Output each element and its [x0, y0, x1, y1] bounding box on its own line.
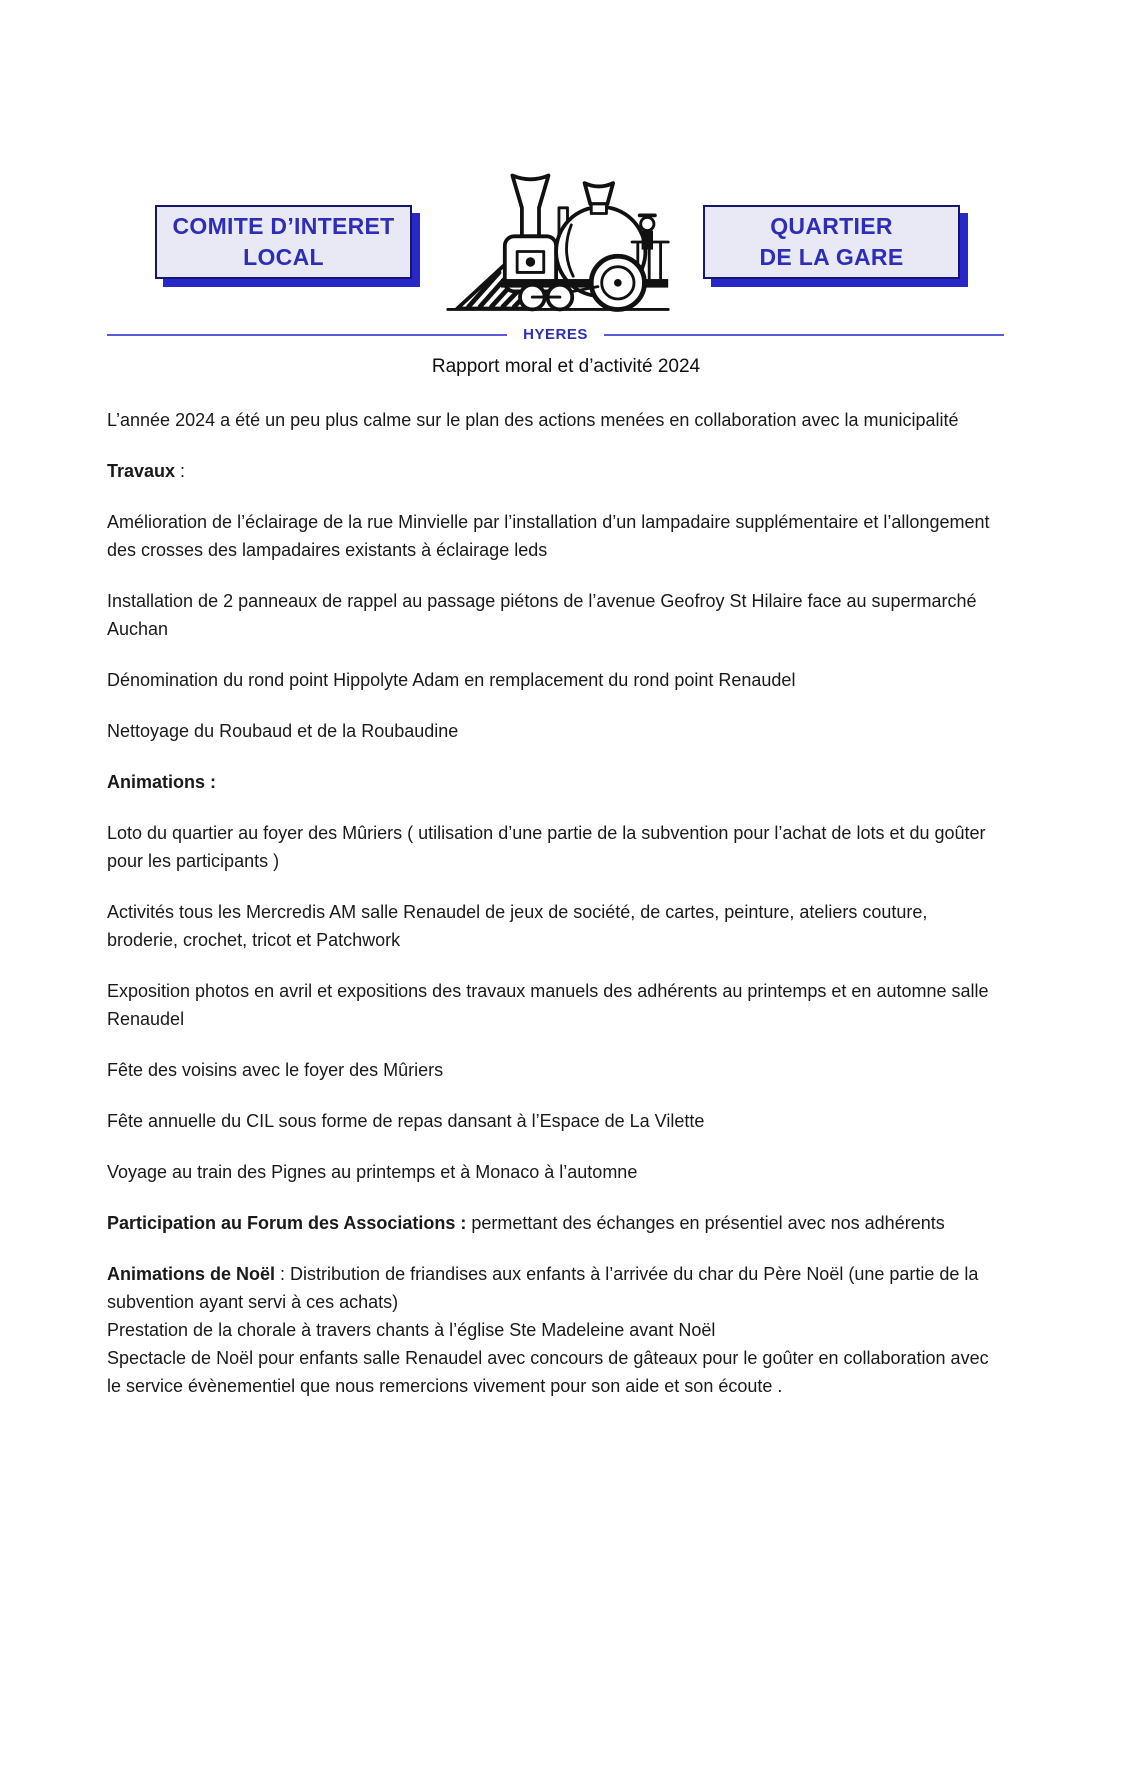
city-label: HYERES [523, 326, 588, 343]
paragraph-text: Activités tous les Mercredis AM salle Renaudel de jeux de société, de cartes, peinture, ateliers couture, broderie, crochet, tricot et Patchwork [107, 902, 928, 950]
paragraph-text: Fête des voisins avec le foyer des Mûriers [107, 1060, 444, 1080]
paragraph [107, 977, 999, 1033]
paragraph-text: Nettoyage du Roubaud et de la Roubaudine [107, 721, 459, 741]
paragraph-text: Spectacle de Noël pour enfants salle Renaudel avec concours de gâteaux pour le goûter en collaboration avec le service évènementiel que nous remercions vivement pour son aide et son écoute . [107, 1348, 989, 1396]
header [155, 168, 960, 316]
quartier-box-line1: QUARTIER [770, 213, 893, 239]
paragraph [107, 457, 999, 485]
divider-line-left [107, 334, 507, 336]
paragraph [107, 768, 999, 796]
paragraph-text: : [175, 461, 186, 481]
paragraph-text: permettant des échanges en présentiel avec nos adhérents [466, 1213, 945, 1233]
paragraph-text: L’année 2024 a été un peu plus calme sur le plan des actions menées en collaboration avec la municipalité [107, 410, 959, 430]
paragraph-bold-text: Animations de Noël [107, 1264, 276, 1284]
paragraph [107, 406, 999, 434]
document-body [107, 406, 999, 1400]
paragraph-text: Exposition photos en avril et expositions des travaux manuels des adhérents au printemps et en automne salle Renaudel [107, 981, 989, 1029]
paragraph-text: Amélioration de l’éclairage de la rue Minvielle par l’installation d’un lampadaire supplémentaire et l’allongement des crosses des lampadaires existants à éclairage leds [107, 512, 990, 560]
paragraph-bold-text: Travaux [107, 461, 176, 481]
comite-box-line2: LOCAL [243, 244, 324, 270]
paragraph-text: : Distribution de friandises aux enfants à l’arrivée du char du Père Noël (une partie de la subvention ayant servi à ces achats) [107, 1264, 979, 1312]
paragraph-text: Voyage au train des Pignes au printemps et à Monaco à l’automne [107, 1162, 638, 1182]
paragraph [107, 898, 999, 954]
paragraph [107, 1209, 999, 1237]
quartier-box-line2: DE LA GARE [759, 244, 904, 270]
page-title: Rapport moral et d’activité 2024 [431, 356, 701, 377]
paragraph-text: Prestation de la chorale à travers chants à l’église Ste Madeleine avant Noël [107, 1320, 716, 1340]
quartier-box [703, 205, 960, 279]
paragraph-text: Installation de 2 panneaux de rappel au passage piétons de l’avenue Geofroy St Hilaire face au supermarché Auchan [107, 591, 977, 639]
document-page [0, 168, 1132, 1768]
paragraph [107, 819, 999, 875]
comite-box [155, 205, 412, 279]
paragraph [107, 717, 999, 745]
paragraph-bold-text: Participation au Forum des Associations : [107, 1213, 467, 1233]
paragraph-bold-text: Animations : [107, 772, 217, 792]
comite-box-line1: COMITE D’INTERET [172, 213, 395, 239]
paragraph [107, 1107, 999, 1135]
paragraph [107, 1158, 999, 1186]
paragraph [107, 666, 999, 694]
paragraph-text: Dénomination du rond point Hippolyte Adam en remplacement du rond point Renaudel [107, 670, 796, 690]
paragraph [107, 587, 999, 643]
steam-locomotive-icon [439, 166, 677, 318]
paragraph-text: Loto du quartier au foyer des Mûriers ( utilisation d’une partie de la subvention pour l’achat de lots et du goûter pour les participants ) [107, 823, 986, 871]
city-divider [107, 326, 1004, 343]
divider-line-right [604, 334, 1004, 336]
paragraph [107, 1260, 999, 1400]
paragraph [107, 508, 999, 564]
paragraph [107, 1056, 999, 1084]
paragraph-text: Fête annuelle du CIL sous forme de repas dansant à l’Espace de La Vilette [107, 1111, 705, 1131]
